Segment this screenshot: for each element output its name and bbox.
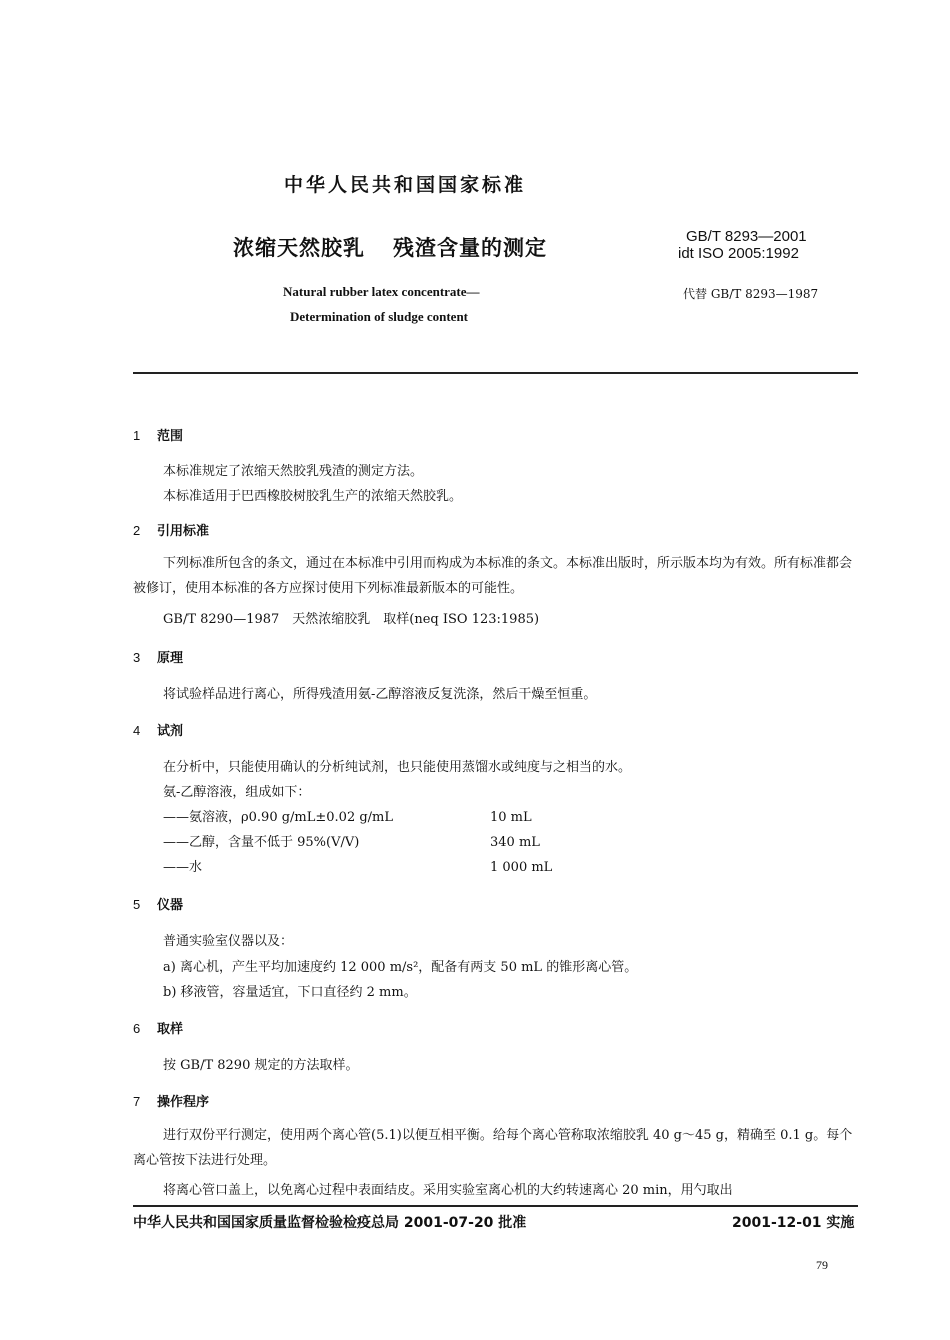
standard-code: GB/T 8293—2001 bbox=[686, 228, 807, 245]
section-heading-4 bbox=[133, 720, 183, 739]
paragraph: 将离心管口盖上，以免离心过程中表面结皮。采用实验室离心机的大约转速离心 20 min，用勺取出 bbox=[163, 1183, 733, 1198]
paragraph: 本标准适用于巴西橡胶树胶乳生产的浓缩天然胶乳。 bbox=[163, 489, 463, 504]
paragraph: 在分析中，只能使用确认的分析纯试剂，也只能使用蒸馏水或纯度与之相当的水。 bbox=[163, 760, 632, 775]
reagent-item: ——水 bbox=[163, 860, 203, 875]
paragraph: 普通实验室仪器以及： bbox=[163, 934, 294, 949]
reagent-row bbox=[163, 806, 532, 825]
document-title-cn bbox=[233, 232, 547, 262]
section-title: 范围 bbox=[157, 429, 184, 444]
section-number: 6 bbox=[133, 1021, 141, 1036]
paragraph: 本标准规定了浓缩天然胶乳残渣的测定方法。 bbox=[163, 464, 424, 479]
replaces-note: 代替 GB/T 8293—1987 bbox=[683, 287, 819, 301]
section-heading-7 bbox=[133, 1091, 209, 1110]
section-number: 5 bbox=[133, 897, 141, 912]
section-heading-5 bbox=[133, 894, 183, 913]
reagent-item: ——氨溶液，ρ0.90 g/mL±0.02 g/mL bbox=[163, 810, 394, 825]
normative-reference: GB/T 8290—1987 天然浓缩胶乳 取样(neq ISO 123:1985) bbox=[163, 612, 540, 627]
title-cn-part1: 浓缩天然胶乳 bbox=[233, 236, 365, 260]
section-heading-3 bbox=[133, 647, 183, 666]
title-en-line1: Natural rubber latex concentrate— bbox=[283, 284, 480, 299]
paragraph: 下列标准所包含的条文，通过在本标准中引用而构成为本标准的条文。本标准出版时，所示版本均为有效。所有标准都会被修订，使用本标准的各方应探讨使用下列标准最新版本的可能性。 bbox=[133, 556, 853, 596]
title-cn-part2: 残渣含量的测定 bbox=[393, 236, 547, 260]
section-heading-6 bbox=[133, 1018, 183, 1037]
paragraph: 氨-乙醇溶液，组成如下： bbox=[163, 785, 311, 800]
reagent-amount: 1 000 mL bbox=[490, 860, 553, 875]
implementation-date: 2001-12-01 实施 bbox=[732, 1215, 855, 1231]
approval-note: 中华人民共和国国家质量监督检验检疫总局 2001-07-20 批准 bbox=[133, 1215, 527, 1231]
section-title: 取样 bbox=[157, 1022, 184, 1037]
section-title: 操作程序 bbox=[157, 1095, 210, 1110]
paragraph: 按 GB/T 8290 规定的方法取样。 bbox=[163, 1058, 359, 1073]
section-heading-1 bbox=[133, 425, 183, 444]
section-title: 试剂 bbox=[157, 724, 184, 739]
section-number: 7 bbox=[133, 1094, 141, 1109]
section-title: 原理 bbox=[157, 651, 184, 666]
paragraph: 将试验样品进行离心，所得残渣用氨-乙醇溶液反复洗涤，然后干燥至恒重。 bbox=[163, 687, 597, 702]
reagent-row bbox=[163, 856, 552, 875]
section-number: 4 bbox=[133, 723, 141, 738]
reagent-amount: 10 mL bbox=[490, 810, 532, 825]
list-item: b) 移液管，容量适宜，下口直径约 2 mm。 bbox=[163, 985, 417, 1000]
section-heading-2 bbox=[133, 520, 209, 539]
title-en-line2: Determination of sludge content bbox=[290, 309, 469, 324]
reagent-row bbox=[163, 831, 540, 850]
national-standard-heading: 中华人民共和国国家标准 bbox=[283, 174, 526, 196]
paragraph: 进行双份平行测定，使用两个离心管(5.1)以便互相平衡。给每个离心管称取浓缩胶乳 40 g～45 g，精确至 0.1 g。每个离心管按下法进行处理。 bbox=[133, 1128, 853, 1168]
section-number: 1 bbox=[133, 428, 141, 443]
iso-equivalence: idt ISO 2005:1992 bbox=[678, 245, 799, 262]
header-divider bbox=[133, 372, 858, 374]
list-item: a) 离心机，产生平均加速度约 12 000 m/s²，配备有两支 50 mL 的锥形离心管。 bbox=[163, 960, 638, 975]
section-title: 仪器 bbox=[157, 898, 184, 913]
reagent-item: ——乙醇，含量不低于 95%(V/V) bbox=[163, 835, 360, 850]
section-number: 3 bbox=[133, 650, 141, 665]
section-title: 引用标准 bbox=[157, 524, 210, 539]
footer-divider bbox=[133, 1205, 858, 1207]
page-number: 79 bbox=[816, 1258, 828, 1272]
reagent-amount: 340 mL bbox=[490, 835, 540, 850]
section-number: 2 bbox=[133, 523, 141, 538]
